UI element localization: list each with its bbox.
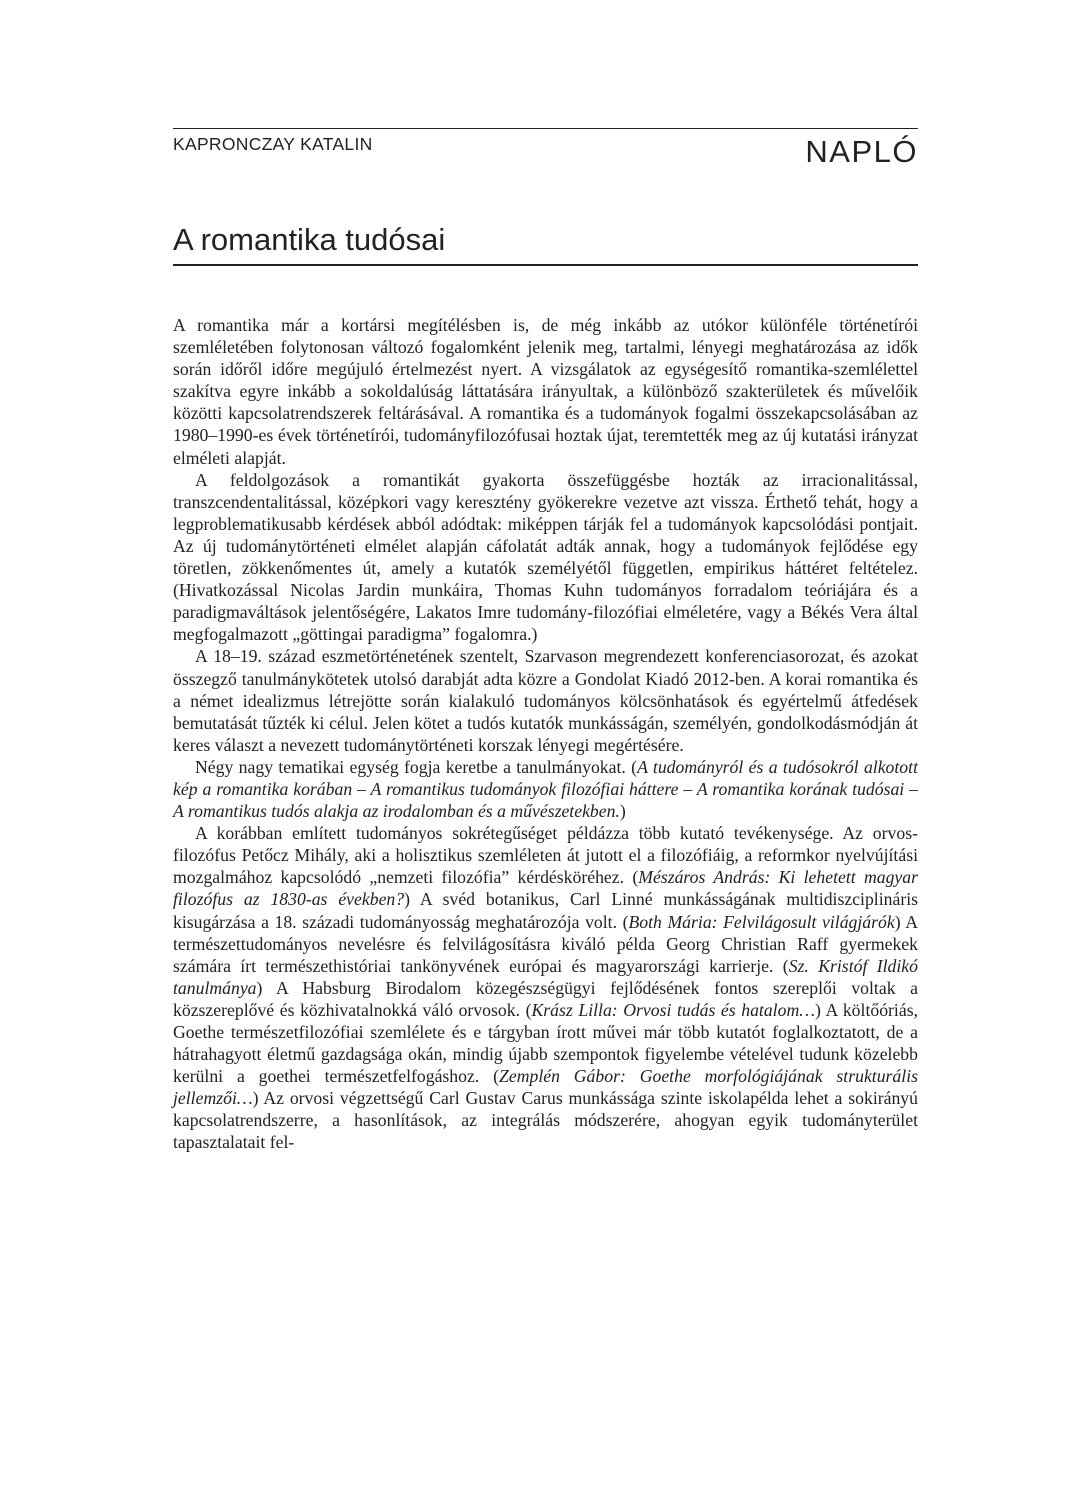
body-paragraph	[173, 822, 918, 1153]
title-rule	[173, 264, 918, 266]
paragraph-text: ) A svéd botanikus, Carl Linné munkásságának multidiszciplináris kisugárzása a 18. századi tudományosság meghatározója volt. (	[173, 889, 919, 932]
body-paragraph	[173, 756, 918, 822]
article-body	[173, 314, 918, 1154]
body-paragraph	[173, 314, 918, 469]
paragraph-text: A feldolgozások a romantikát gyakorta összefüggésbe hozták az irracionalitással, transzcendentalitással, középkori vagy keresztény gyökerekre vezetve azt vissza. Érthető tehát, hogy a legproblematikusabb kérdések abból adódtak: miképpen tárják fel a tudományok kapcsolódási pontjait. Az új tudománytörténeti elmélet alapján cáfolatát adták annak, hogy a tudományok fejlődése egy töretlen, zökkenőmentes út, amely a kutatók személyétől független, empirikus háttéret feltételez. (Hivatkozással Nicolas Jardin munkáira, Thomas Kuhn tudományos forradalom teóriájára és a paradigmaváltások jelentőségére, Lakatos Imre tudomány-filozófiai elméletére, vagy a Békés Vera által megfogalmazott „göttingai paradigma” fogalomra.)	[173, 469, 918, 645]
paragraph-text: ) A költőóriás, Goethe természetfilozófiai szemlélete és e tárgyban írott művei már több kutatót foglalkoztatott, de a hátrahagyott életmű gazdagsága okán, mindig újabb szempontok figyelembe vételével tudunk közelebb kerülni a goethei természetfelfogáshoz. (	[173, 999, 919, 1087]
cited-title: Sz. Kristóf Ildikó tanulmánya	[173, 955, 918, 998]
paragraph-text: A romantika már a kortársi megítélésben is, de még inkább az utókor különféle történetírói szemléletében folytonosan változó fogalomként jelenik meg, tartalmi, lényegi meghatározása az idők során időről időre megújuló értelmezést nyert. A vizsgálatok az egységesítő romantika-szemlélettel szakítva egyre inkább a sokoldalúság láttatására irányultak, a különböző szakterületek és művelőik közötti kapcsolatrendszerek feltárásával. A romantika és a tudományok fogalmi összekapcsolásában az 1980–1990-es évek történetírói, tudományfilozófusai hoztak újat, teremtették meg az új kutatási irányzat elméleti alapját.	[173, 315, 918, 468]
paragraph-text: )	[619, 801, 626, 822]
paragraph-text: ) A Habsburg Birodalom közegészségügyi fejlődésének fontos szereplői voltak a közszereplővé és közhivatalnokká váló orvosok. (	[173, 977, 918, 1020]
paragraph-text: ) Az orvosi végzettségű Carl Gustav Carus munkássága szinte iskolapélda lehet a sokirányú kapcsolatrendszerre, a hasonlítások, az integrálás módszerére, ahogyan egyik tudományterület tapasztalatait fel-	[173, 1088, 918, 1153]
paragraph-text: Négy nagy tematikai egység fogja keretbe a tanulmányokat. (	[195, 756, 638, 777]
cited-title: Krász Lilla: Orvosi tudás és hatalom…	[531, 999, 815, 1020]
body-paragraph	[173, 469, 918, 646]
cited-title: Both Mária: Felvilágosult világjárók	[628, 911, 895, 932]
paragraph-text: A korábban említett tudományos sokrétegűséget példázza több kutató tevékenysége. Az orvos-filozófus Petőcz Mihály, aki a holisztikus szemléleten át jutott el a filozófiáig, a reformkor nyelvújítási mozgalmához kapcsolódó „nemzeti filozófia” kérdésköréhez. (	[173, 823, 918, 888]
paragraph-text: ) A természettudományos nevelésre és felvilágosításra kiváló példa Georg Christian Raff gyermekek számára írt természethistóriai tankönyvének európai és magyarországi karrierje. (	[173, 911, 918, 976]
cited-title: Zemplén Gábor: Goethe morfológiájának strukturális jellemzői…	[173, 1066, 918, 1109]
cited-title: A tudományról és a tudósokról alkotott kép a romantika korában – A romantikus tudományok filozófiai háttere – A romantika korának tudósai – A romantikus tudós alakja az irodalomban és a művészetekben.	[173, 756, 918, 822]
author-name: KAPRONCZAY KATALIN	[173, 134, 373, 154]
body-paragraph	[173, 645, 918, 755]
cited-title: Mészáros András: Ki lehetett magyar filozófus az 1830-as években?	[173, 867, 918, 910]
header-rule	[173, 128, 918, 129]
article-title: A romantika tudósai	[173, 222, 446, 257]
paragraph-text: A 18–19. század eszmetörténetének szentelt, Szarvason megrendezett konferenciasorozat, és azokat összegző tanulmánykötetek utolsó darabját adta közre a Gondolat Kiadó 2012-ben. A korai romantika és a német idealizmus létrejötte során kialakuló tudományos kölcsönhatások és egyértelmű átfedések bemutatását tűzték ki célul. Jelen kötet a tudós kutatók munkásságán, személyén, gondolkodásmódján át keres választ a nevezett tudománytörténeti korszak lényegi megértésére.	[173, 646, 918, 755]
section-label: NAPLÓ	[805, 134, 918, 169]
